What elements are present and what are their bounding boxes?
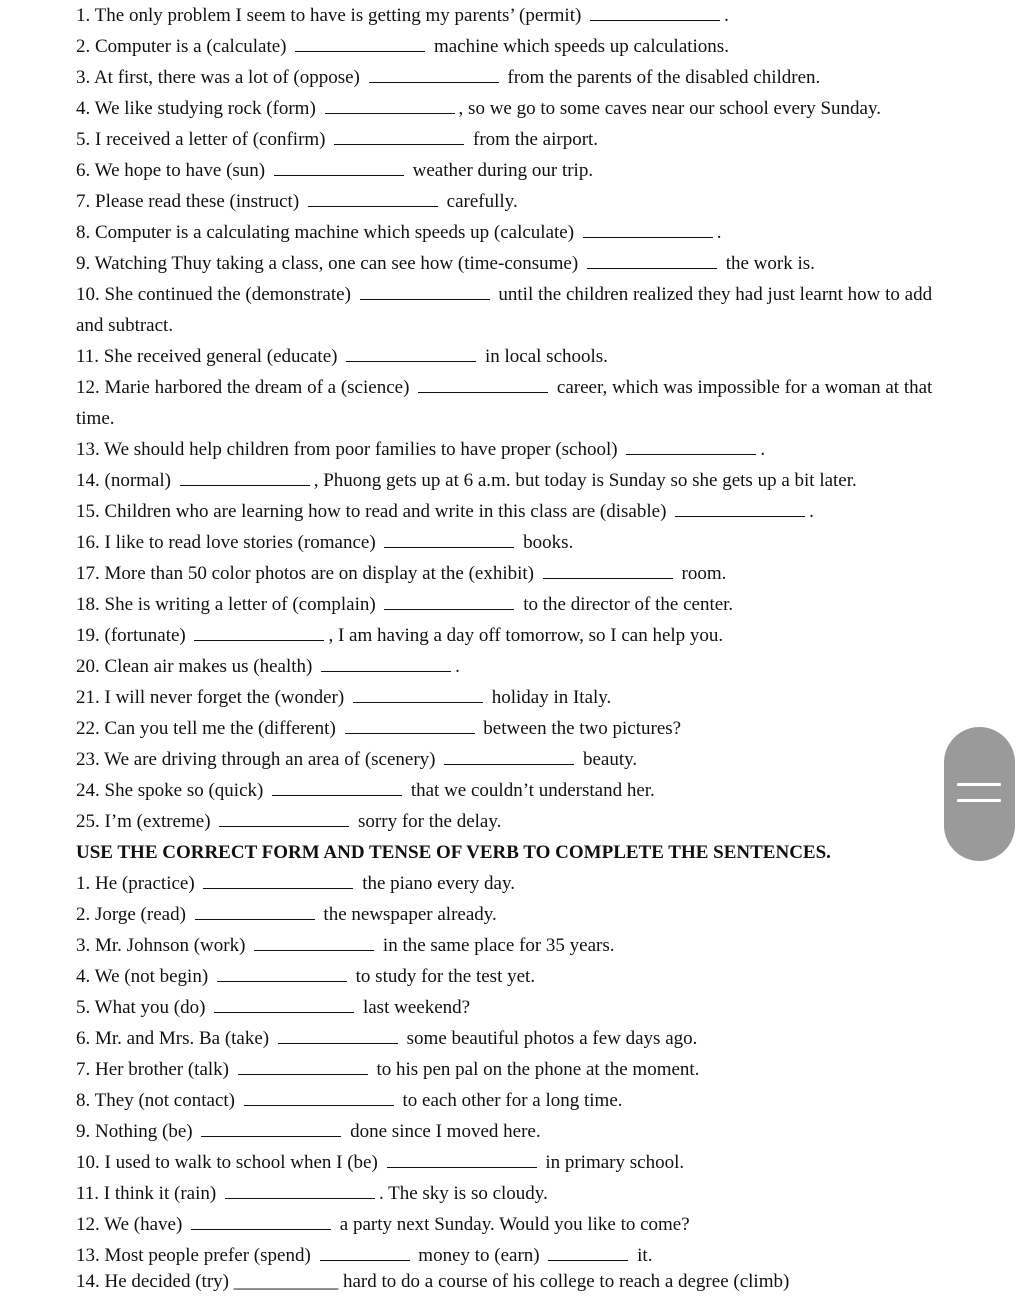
answer-blank[interactable] [295,35,425,52]
item-text-after: books. [523,532,574,553]
item-text: 1. He (practice) [76,873,195,894]
item-text-after: the work is. [725,253,815,274]
item-text: 18. She is writing a letter of (complain) [76,594,376,615]
item-text: 9. Nothing (be) [76,1121,193,1142]
item-text-after: weather during our trip. [412,160,594,181]
answer-blank[interactable] [387,1151,537,1168]
item-text-after: . [760,439,766,460]
answer-blank[interactable] [278,1027,398,1044]
exercise-item [76,248,936,279]
item-text-after: from the airport. [473,129,599,150]
answer-blank[interactable] [543,562,673,579]
item-text-after: , so we go to some caves near our school every Sunday. [458,98,882,119]
item-text: 11. She received general (educate) [76,346,338,367]
exercise-item [76,899,936,930]
exercise-item [76,124,936,155]
answer-blank[interactable] [214,996,354,1013]
answer-blank[interactable] [334,128,464,145]
exercise-item [76,651,936,682]
answer-blank[interactable] [180,469,310,486]
item-text: 25. I’m (extreme) [76,811,211,832]
answer-blank[interactable] [320,1244,410,1261]
answer-blank[interactable] [272,779,402,796]
item-text: 8. They (not contact) [76,1090,235,1111]
exercise-item [76,527,936,558]
item-text-after: the piano every day. [362,873,516,894]
exercise-item [76,217,936,248]
answer-blank[interactable] [274,159,404,176]
answer-blank[interactable] [191,1213,331,1230]
item-text-after: . [716,222,722,243]
exercise-item [76,961,936,992]
item-text-after: in primary school. [545,1152,685,1173]
item-text: 3. At first, there was a lot of (oppose) [76,67,360,88]
item-text: 23. We are driving through an area of (scenery) [76,749,436,770]
exercise-item [76,806,936,837]
item-text: 7. Her brother (talk) [76,1059,229,1080]
item-text-mid: money to (earn) [418,1245,540,1266]
item-text: 24. She spoke so (quick) [76,780,264,801]
answer-blank[interactable] [346,345,476,362]
item-text: 7. Please read these (instruct) [76,191,300,212]
item-text: 2. Computer is a (calculate) [76,36,287,57]
item-text: 10. She continued the (demonstrate) [76,284,351,305]
item-text-after: career, which was impossible for a woman at that time. [76,377,933,429]
item-text-after: . [455,656,460,677]
exercise-item [76,1147,936,1178]
item-text: 17. More than 50 color photos are on display at the (exhibit) [76,563,535,584]
item-text-after: to each other for a long time. [402,1090,623,1111]
item-text-after: until the children realized they had just learnt how to add and subtract. [76,284,933,336]
exercise-item [76,465,936,496]
answer-blank[interactable] [675,500,805,517]
exercise-item [76,1116,936,1147]
item-text-after: in the same place for 35 years. [382,935,615,956]
item-text-after: it. [637,1245,653,1266]
exercise-item [76,93,936,124]
item-text-after: . The sky is so cloudy. [378,1183,548,1204]
answer-blank[interactable] [360,283,490,300]
answer-blank[interactable] [225,1182,375,1199]
answer-blank[interactable] [321,655,451,672]
item-text-after: beauty. [583,749,638,770]
item-text: 1. The only problem I seem to have is getting my parents’ (permit) [76,5,582,26]
answer-blank[interactable] [548,1244,628,1261]
item-text: 19. (fortunate) [76,625,186,646]
item-text-after: room. [681,563,727,584]
item-text: 11. I think it (rain) [76,1183,217,1204]
item-text-after: . [809,501,814,522]
answer-blank[interactable] [444,748,574,765]
item-text: 6. Mr. and Mrs. Ba (take) [76,1028,270,1049]
answer-blank[interactable] [203,872,353,889]
drag-handle-icon [957,799,1001,802]
item-text: 12. Marie harbored the dream of a (science) [76,377,410,398]
answer-blank[interactable] [201,1120,341,1137]
answer-blank[interactable] [583,221,713,238]
item-text: 12. We (have) [76,1214,183,1235]
exercise-item [76,1209,936,1240]
answer-blank[interactable] [587,252,717,269]
item-text-after: machine which speeds up calculations. [434,36,729,57]
item-text-after: in local schools. [484,346,608,367]
item-text: 20. Clean air makes us (health) [76,656,313,677]
exercise-item [76,682,936,713]
item-text: 3. Mr. Johnson (work) [76,935,246,956]
answer-blank[interactable] [308,190,438,207]
item-text: 2. Jorge (read) [76,904,186,925]
item-text-after: sorry for the delay. [358,811,502,832]
exercise-item [76,1085,936,1116]
item-text-after: carefully. [446,191,518,212]
exercise-item [76,558,936,589]
answer-blank[interactable] [244,1089,394,1106]
answer-blank[interactable] [353,686,483,703]
item-text-after: a party next Sunday. Would you like to come? [339,1214,690,1235]
item-text: 4. We (not begin) [76,966,209,987]
item-text: 4. We like studying rock (form) [76,98,316,119]
exercise-item [76,620,936,651]
answer-blank[interactable] [238,1058,368,1075]
exercise-item [76,992,936,1023]
item-text: 15. Children who are learning how to read and write in this class are (disable) [76,501,667,522]
exercise-item [76,744,936,775]
answer-blank[interactable] [590,4,720,21]
item-text: 13. We should help children from poor families to have proper (school) [76,439,618,460]
item-text: 9. Watching Thuy taking a class, one can see how (time-consume) [76,253,579,274]
answer-blank[interactable] [384,593,514,610]
item-text: 5. What you (do) [76,997,206,1018]
answer-blank[interactable] [626,438,756,455]
exercise-item [76,434,936,465]
answer-blank[interactable] [369,66,499,83]
drag-handle-icon [957,783,1001,786]
item-text-after: , I am having a day off tomorrow, so I can help you. [328,625,724,646]
item-text-after: . [724,5,729,26]
item-text: 5. I received a letter of (confirm) [76,129,326,150]
exercise-item [76,713,936,744]
item-text-after: done since I moved here. [350,1121,541,1142]
exercise-item [76,62,936,93]
exercise-item [76,496,936,527]
scroll-handle[interactable] [944,727,1015,861]
item-text-after: , Phuong gets up at 6 a.m. but today is Sunday so she gets up a bit later. [313,470,857,491]
item-text: 21. I will never forget the (wonder) [76,687,345,708]
exercise-item [76,868,936,899]
exercise-item [76,1178,936,1209]
item-text: 16. I like to read love stories (romance) [76,532,376,553]
item-text: 6. We hope to have (sun) [76,160,266,181]
item-text-after: between the two pictures? [483,718,682,739]
answer-blank[interactable] [194,624,324,641]
cut-off-item: 14. He decided (try) ___________ hard to do a course of his college to reach a degree (climb) [76,1271,790,1292]
exercise-item [76,1023,936,1054]
exercise-item [76,1054,936,1085]
exercise-item [76,279,936,341]
exercise-item [76,589,936,620]
answer-blank[interactable] [345,717,475,734]
item-text-after: last weekend? [362,997,471,1018]
exercise-item [76,775,936,806]
item-text-after: to his pen pal on the phone at the moment. [376,1059,700,1080]
item-text: 8. Computer is a calculating machine which speeds up (calculate) [76,222,575,243]
item-text: 10. I used to walk to school when I (be) [76,1152,378,1173]
item-text-after: the newspaper already. [323,904,497,925]
exercise-item [76,341,936,372]
section-heading: USE THE CORRECT FORM AND TENSE OF VERB TO COMPLETE THE SENTENCES. [76,842,831,863]
answer-blank[interactable] [418,376,548,393]
exercise-item [76,186,936,217]
answer-blank[interactable] [195,903,315,920]
item-text-after: holiday in Italy. [491,687,612,708]
answer-blank[interactable] [325,97,455,114]
exercise-item [76,31,936,62]
item-text-after: to the director of the center. [523,594,734,615]
item-text: 22. Can you tell me the (different) [76,718,336,739]
item-text: 13. Most people prefer (spend) [76,1245,311,1266]
answer-blank[interactable] [217,965,347,982]
exercise-item [76,155,936,186]
answer-blank[interactable] [384,531,514,548]
exercise-item [76,372,936,434]
answer-blank[interactable] [219,810,349,827]
exercise-item [76,930,936,961]
item-text-after: some beautiful photos a few days ago. [406,1028,698,1049]
answer-blank[interactable] [254,934,374,951]
item-text: 14. (normal) [76,470,171,491]
item-text-after: to study for the test yet. [355,966,536,987]
exercise-item [76,0,936,31]
item-text-after: from the parents of the disabled children. [507,67,821,88]
item-text-after: that we couldn’t understand her. [410,780,655,801]
